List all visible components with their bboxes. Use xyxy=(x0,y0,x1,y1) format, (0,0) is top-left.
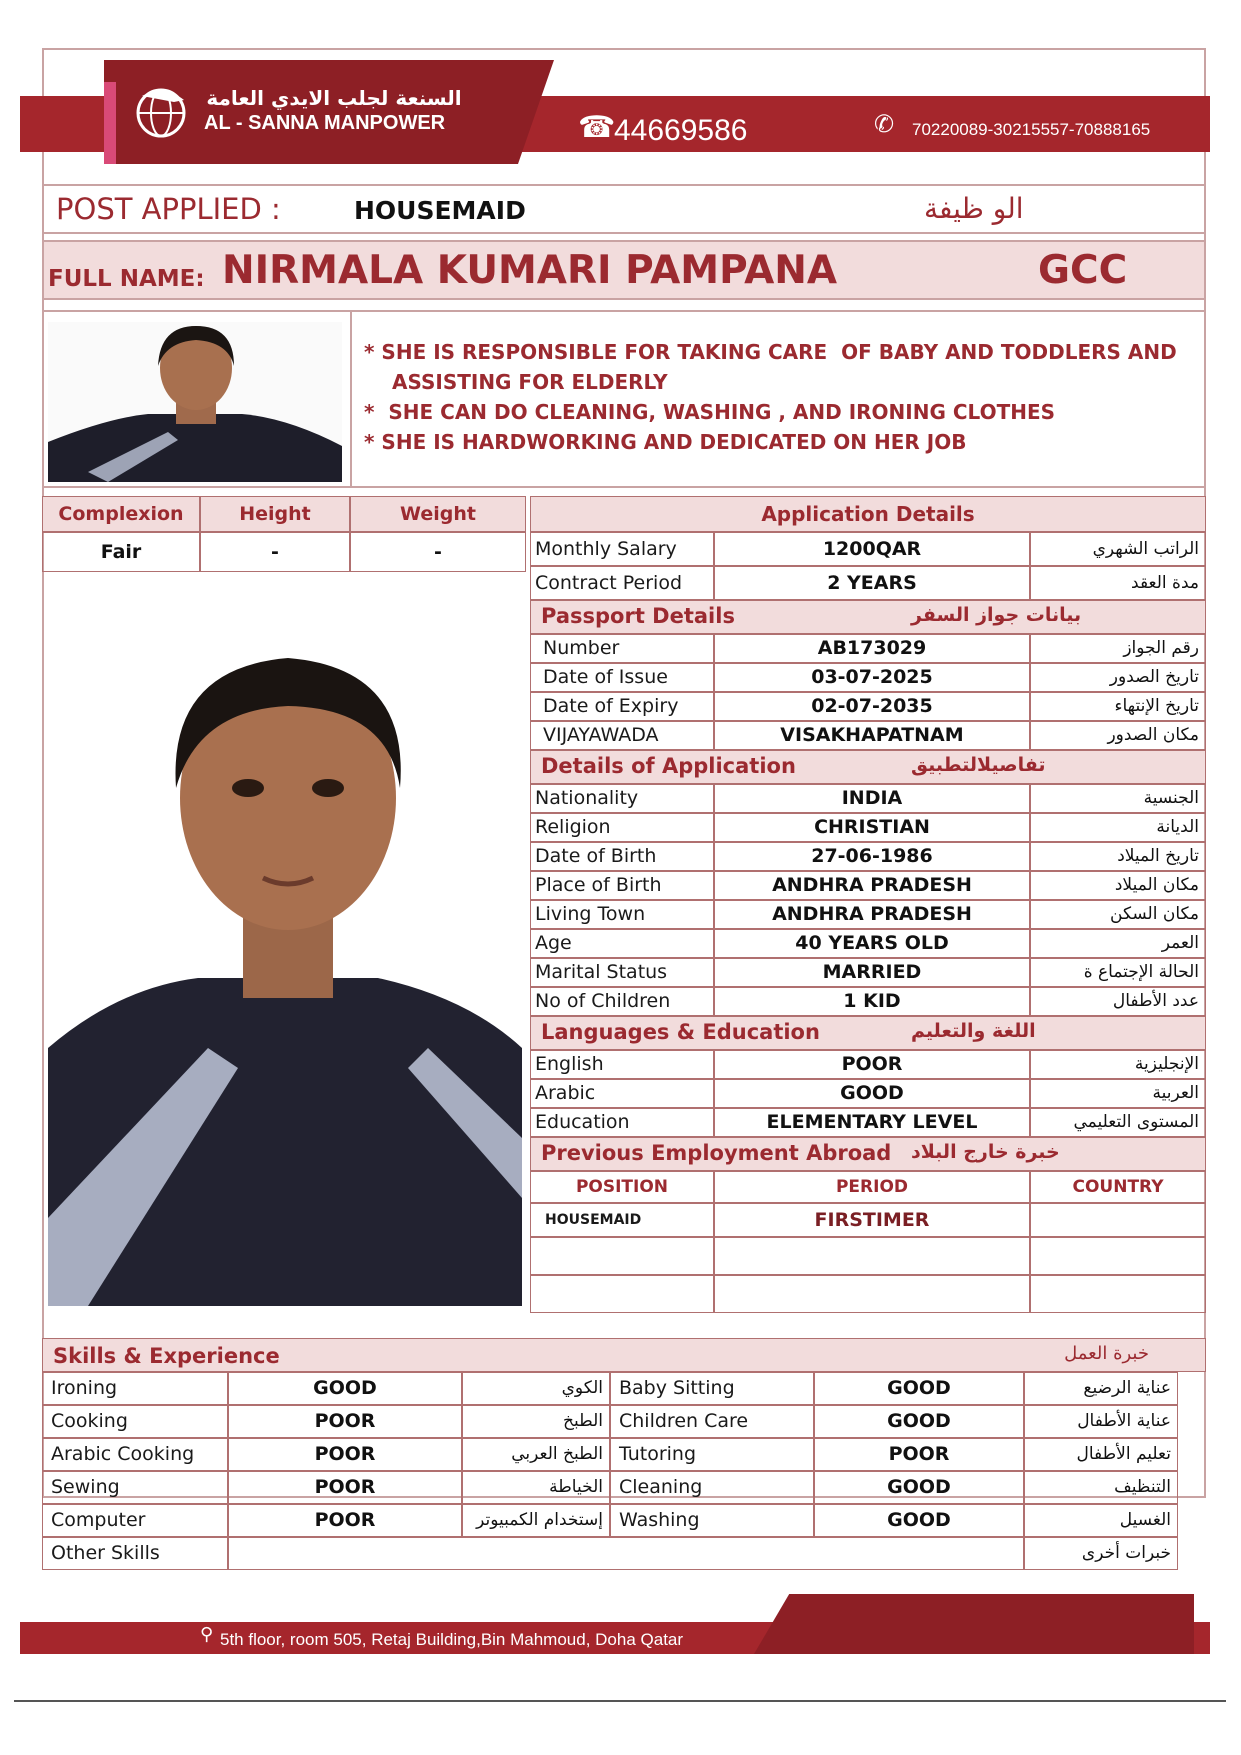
passport-row-0-arabic-cell xyxy=(1030,634,1206,663)
details-row-5-arabic-cell xyxy=(1030,929,1206,958)
passport-row-2-value-cell xyxy=(714,692,1030,721)
details-row-6-value: MARRIED xyxy=(822,961,922,983)
skill-text-1-4: GOOD xyxy=(887,1410,951,1432)
details-row-0-value: INDIA xyxy=(841,787,903,809)
app-row-0-label: Monthly Salary xyxy=(535,538,677,560)
details-row-7-value-cell xyxy=(714,987,1030,1016)
employment-row-1-country xyxy=(1030,1237,1206,1275)
languages-row-1-label-cell xyxy=(530,1079,714,1108)
skill-text-0-5: عناية الرضيع xyxy=(1083,1378,1171,1398)
passport-row-1-value-cell xyxy=(714,663,1030,692)
languages-row-1-value-cell xyxy=(714,1079,1030,1108)
passport-row-0-label-cell xyxy=(530,634,714,663)
skill-text-4-2: إستخدام الكمبيوتر xyxy=(476,1510,603,1530)
location-icon: ⚲ xyxy=(200,1624,214,1645)
phone-number: 44669586 xyxy=(614,114,748,147)
summary-line-1: * SHE IS RESPONSIBLE FOR TAKING CARE OF BABY AND TODDLERS AND xyxy=(364,340,1177,364)
complexion-header: Complexion xyxy=(42,496,200,532)
skill-cell-2-0 xyxy=(42,1438,228,1471)
passport-section-title: Passport Details xyxy=(541,604,735,628)
details-row-1-arabic: الديانة xyxy=(1156,817,1199,837)
details-row-6-label-cell xyxy=(530,958,714,987)
details-row-6-arabic: الحالة الإجتماع ة xyxy=(1083,962,1199,982)
languages-row-2-arabic: المستوى التعليمي xyxy=(1073,1112,1199,1132)
weight-value: - xyxy=(350,532,526,572)
languages-row-1-label: Arabic xyxy=(535,1082,596,1104)
details-row-1-arabic-cell xyxy=(1030,813,1206,842)
summary-line-3: * SHE CAN DO CLEANING, WASHING , AND IRONING CLOTHES xyxy=(364,400,1056,424)
details-section-title: Details of Application xyxy=(541,754,796,778)
app-row-1-label-cell xyxy=(530,566,714,600)
details-row-2-arabic-cell xyxy=(1030,842,1206,871)
languages-row-0-value-cell xyxy=(714,1050,1030,1079)
full-name-value: NIRMALA KUMARI PAMPANA xyxy=(222,248,838,293)
details-section-title-arabic: تفاصيلالتطبيق xyxy=(911,754,1046,776)
app-row-1-arabic: مدة العقد xyxy=(1131,573,1199,593)
languages-row-2-value-cell xyxy=(714,1108,1030,1137)
details-row-7-arabic-cell xyxy=(1030,987,1206,1016)
other-skills-value-cell xyxy=(228,1537,1024,1570)
skill-text-2-3: Tutoring xyxy=(619,1443,697,1465)
skill-cell-2-3 xyxy=(610,1438,814,1471)
bottom-rule xyxy=(14,1700,1226,1702)
languages-row-1-value: GOOD xyxy=(840,1082,904,1104)
app-row-0-arabic: الراتب الشهري xyxy=(1092,539,1199,559)
employment-row-2-country xyxy=(1030,1275,1206,1313)
details-row-2-label-cell xyxy=(530,842,714,871)
app-row-0-value: 1200QAR xyxy=(822,538,922,560)
employment-row-0-position xyxy=(530,1203,714,1237)
skill-cell-3-5 xyxy=(1024,1471,1178,1504)
languages-section-title-arabic: اللغة والتعليم xyxy=(911,1020,1036,1042)
details-row-5-arabic: العمر xyxy=(1161,933,1199,953)
skill-text-4-1: POOR xyxy=(314,1509,376,1531)
skill-text-1-1: POOR xyxy=(314,1410,376,1432)
details-row-3-value-cell xyxy=(714,871,1030,900)
skill-text-2-1: POOR xyxy=(314,1443,376,1465)
languages-row-1-arabic-cell xyxy=(1030,1079,1206,1108)
skill-text-4-5: الغسيل xyxy=(1119,1510,1171,1530)
languages-row-0-arabic-cell xyxy=(1030,1050,1206,1079)
app-row-1-value: 2 YEARS xyxy=(827,572,917,594)
skill-cell-4-1 xyxy=(228,1504,462,1537)
skill-cell-1-1 xyxy=(228,1405,462,1438)
passport-row-2-arabic: تاريخ الإنتهاء xyxy=(1114,696,1199,716)
employment-section xyxy=(530,1137,1206,1171)
details-row-4-label-cell xyxy=(530,900,714,929)
skill-cell-2-2 xyxy=(462,1438,610,1471)
passport-row-3-value-cell xyxy=(714,721,1030,750)
skill-cell-3-2 xyxy=(462,1471,610,1504)
skill-text-3-0: Sewing xyxy=(51,1476,120,1498)
skill-text-0-4: GOOD xyxy=(887,1377,951,1399)
details-row-0-label: Nationality xyxy=(535,787,639,809)
passport-row-1-value: 03-07-2025 xyxy=(811,666,933,688)
passport-row-0-arabic: رقم الجواز xyxy=(1123,638,1199,658)
languages-row-0-label: English xyxy=(535,1053,604,1075)
details-row-0-value-cell xyxy=(714,784,1030,813)
summary-divider xyxy=(350,310,352,488)
skill-text-0-3: Baby Sitting xyxy=(619,1377,735,1399)
passport-row-0-value: AB173029 xyxy=(817,637,927,659)
skill-text-1-5: عناية الأطفال xyxy=(1077,1411,1171,1431)
languages-row-2-label: Education xyxy=(535,1111,630,1133)
passport-row-3-value: VISAKHAPATNAM xyxy=(780,724,964,746)
skills-title-arabic: خبرة العمل xyxy=(1064,1343,1149,1364)
details-row-1-label: Religion xyxy=(535,816,611,838)
skill-text-1-2: الطبخ xyxy=(563,1411,603,1431)
skill-text-0-0: Ironing xyxy=(51,1377,118,1399)
skill-cell-3-3 xyxy=(610,1471,814,1504)
post-applied-label-arabic: الو ظيفة xyxy=(924,192,1024,225)
details-row-4-arabic: مكان السكن xyxy=(1110,904,1199,924)
employment-row-2-period xyxy=(714,1275,1030,1313)
details-row-6-label: Marital Status xyxy=(535,961,668,983)
skills-title-row xyxy=(42,1338,1206,1372)
footer-dark-block xyxy=(754,1594,1194,1654)
passport-row-1-arabic-cell xyxy=(1030,663,1206,692)
passport-row-1-label-cell xyxy=(530,663,714,692)
skill-cell-0-5 xyxy=(1024,1372,1178,1405)
height-value: - xyxy=(200,532,350,572)
post-applied-value: HOUSEMAID xyxy=(354,196,526,225)
details-row-3-label: Place of Birth xyxy=(535,874,662,896)
skill-cell-4-3 xyxy=(610,1504,814,1537)
details-row-4-arabic-cell xyxy=(1030,900,1206,929)
details-row-2-value: 27-06-1986 xyxy=(811,845,933,867)
app-row-1-label: Contract Period xyxy=(535,572,683,594)
region-label: GCC xyxy=(1038,248,1128,293)
passport-row-3-arabic: مكان الصدور xyxy=(1107,725,1199,745)
skill-cell-2-1 xyxy=(228,1438,462,1471)
details-row-1-value-cell xyxy=(714,813,1030,842)
other-skills-label-cell xyxy=(42,1537,228,1570)
languages-row-2-arabic-cell xyxy=(1030,1108,1206,1137)
full-name-label: FULL NAME: xyxy=(48,266,205,292)
skill-cell-0-2 xyxy=(462,1372,610,1405)
details-row-2-value-cell xyxy=(714,842,1030,871)
details-row-0-label-cell xyxy=(530,784,714,813)
details-row-7-label: No of Children xyxy=(535,990,671,1012)
skill-cell-3-1 xyxy=(228,1471,462,1504)
phone-icon: ☎ xyxy=(578,110,616,145)
skill-cell-1-0 xyxy=(42,1405,228,1438)
skill-text-1-0: Cooking xyxy=(51,1410,128,1432)
employment-header-text-0: POSITION xyxy=(575,1177,669,1197)
mobile-icon: ✆ xyxy=(874,110,895,138)
skills-title: Skills & Experience xyxy=(53,1344,280,1368)
post-applied-row xyxy=(42,184,1206,234)
details-row-0-arabic: الجنسية xyxy=(1143,788,1199,808)
employment-section-title-arabic: خبرة خارج البلاد xyxy=(911,1141,1060,1163)
complexion-value: Fair xyxy=(42,532,200,572)
details-row-5-value-cell xyxy=(714,929,1030,958)
company-name-arabic: السنعة لجلب الايدي العامة xyxy=(206,86,462,110)
passport-row-2-value: 02-07-2035 xyxy=(811,695,933,717)
details-section xyxy=(530,750,1206,784)
skill-cell-2-5 xyxy=(1024,1438,1178,1471)
summary-line-4: * SHE IS HARDWORKING AND DEDICATED ON HER JOB xyxy=(364,430,967,454)
summary-line-2: ASSISTING FOR ELDERLY xyxy=(392,370,668,394)
skill-text-4-3: Washing xyxy=(619,1509,700,1531)
employment-header-text-2: COUNTRY xyxy=(1072,1177,1164,1197)
languages-section xyxy=(530,1016,1206,1050)
other-skills-arabic: خبرات أخرى xyxy=(1081,1543,1171,1563)
passport-row-3-label: VIJAYAWADA xyxy=(543,724,659,746)
large-photo xyxy=(48,578,522,1306)
details-row-4-value: ANDHRA PRADESH xyxy=(772,903,972,925)
skill-text-2-0: Arabic Cooking xyxy=(51,1443,195,1465)
languages-row-2-label-cell xyxy=(530,1108,714,1137)
footer-address: 5th floor, room 505, Retaj Building,Bin Mahmoud, Doha Qatar xyxy=(220,1630,684,1649)
skill-cell-3-4 xyxy=(814,1471,1024,1504)
skill-text-2-4: POOR xyxy=(888,1443,950,1465)
skill-text-2-2: الطبخ العربي xyxy=(511,1444,603,1464)
passport-row-0-label: Number xyxy=(543,637,620,659)
weight-header: Weight xyxy=(350,496,526,532)
skill-text-3-5: التنظيف xyxy=(1114,1477,1171,1497)
passport-row-2-arabic-cell xyxy=(1030,692,1206,721)
details-row-7-label-cell xyxy=(530,987,714,1016)
languages-section-title: Languages & Education xyxy=(541,1020,820,1044)
other-skills-arabic-cell xyxy=(1024,1537,1178,1570)
skill-cell-3-0 xyxy=(42,1471,228,1504)
small-photo xyxy=(48,322,342,482)
passport-section-title-arabic: بيانات جواز السفر xyxy=(911,604,1082,626)
skill-text-3-2: الخياطة xyxy=(549,1477,603,1497)
employment-row-0-period xyxy=(714,1203,1030,1237)
post-applied-label: POST APPLIED : xyxy=(56,192,281,226)
skill-text-3-1: POOR xyxy=(314,1476,376,1498)
details-row-3-label-cell xyxy=(530,871,714,900)
passport-section xyxy=(530,600,1206,634)
details-row-1-value: CHRISTIAN xyxy=(814,816,930,838)
skill-cell-0-0 xyxy=(42,1372,228,1405)
skill-text-0-2: الكوي xyxy=(561,1378,603,1398)
application-details-title: Application Details xyxy=(530,496,1206,532)
employment-header-1 xyxy=(714,1171,1030,1203)
app-row-1-value-cell xyxy=(714,566,1030,600)
other-skills-label: Other Skills xyxy=(51,1542,160,1564)
languages-row-2-value: ELEMENTARY LEVEL xyxy=(766,1111,978,1133)
skill-text-1-3: Children Care xyxy=(619,1410,749,1432)
employment-row-0-position-text: HOUSEMAID xyxy=(545,1212,642,1228)
header-accent-bar xyxy=(104,82,116,164)
passport-row-0-value-cell xyxy=(714,634,1030,663)
details-row-5-label: Age xyxy=(535,932,572,954)
languages-row-0-label-cell xyxy=(530,1050,714,1079)
skill-cell-4-2 xyxy=(462,1504,610,1537)
details-row-6-value-cell xyxy=(714,958,1030,987)
skill-cell-4-4 xyxy=(814,1504,1024,1537)
skill-cell-0-4 xyxy=(814,1372,1024,1405)
employment-header-0 xyxy=(530,1171,714,1203)
skill-cell-1-4 xyxy=(814,1405,1024,1438)
details-row-4-value-cell xyxy=(714,900,1030,929)
app-row-0-label-cell xyxy=(530,532,714,566)
details-row-5-value: 40 YEARS OLD xyxy=(795,932,949,954)
company-name: AL - SANNA MANPOWER xyxy=(204,112,446,134)
languages-row-0-arabic: الإنجليزية xyxy=(1134,1054,1199,1074)
passport-row-1-arabic: تاريخ الصدور xyxy=(1109,667,1199,687)
height-header: Height xyxy=(200,496,350,532)
skill-cell-4-0 xyxy=(42,1504,228,1537)
details-row-2-arabic: تاريخ الميلاد xyxy=(1117,846,1199,866)
company-logo-icon xyxy=(134,86,188,140)
full-name-row xyxy=(42,240,1206,300)
details-row-3-arabic: مكان الميلاد xyxy=(1114,875,1199,895)
skill-cell-4-5 xyxy=(1024,1504,1178,1537)
skill-text-4-0: Computer xyxy=(51,1509,146,1531)
skill-cell-2-4 xyxy=(814,1438,1024,1471)
employment-row-2-position xyxy=(530,1275,714,1313)
employment-row-1-period xyxy=(714,1237,1030,1275)
app-row-0-value-cell xyxy=(714,532,1030,566)
skill-cell-0-1 xyxy=(228,1372,462,1405)
employment-row-1-position xyxy=(530,1237,714,1275)
details-row-4-label: Living Town xyxy=(535,903,646,925)
details-row-5-label-cell xyxy=(530,929,714,958)
employment-section-title: Previous Employment Abroad xyxy=(541,1141,892,1165)
details-row-7-arabic: عدد الأطفال xyxy=(1112,991,1199,1011)
skill-text-0-1: GOOD xyxy=(313,1377,377,1399)
skill-text-3-4: GOOD xyxy=(887,1476,951,1498)
skill-text-4-4: GOOD xyxy=(887,1509,951,1531)
skill-cell-0-3 xyxy=(610,1372,814,1405)
skill-cell-1-3 xyxy=(610,1405,814,1438)
skill-text-2-5: تعليم الأطفال xyxy=(1076,1444,1171,1464)
details-row-0-arabic-cell xyxy=(1030,784,1206,813)
passport-row-3-label-cell xyxy=(530,721,714,750)
skill-cell-1-5 xyxy=(1024,1405,1178,1438)
details-row-6-arabic-cell xyxy=(1030,958,1206,987)
skill-text-3-3: Cleaning xyxy=(619,1476,703,1498)
languages-row-0-value: POOR xyxy=(841,1053,903,1075)
passport-row-3-arabic-cell xyxy=(1030,721,1206,750)
employment-header-text-1: PERIOD xyxy=(835,1177,909,1197)
skill-cell-1-2 xyxy=(462,1405,610,1438)
mobile-numbers: 70220089-30215557-70888165 xyxy=(912,120,1151,139)
languages-row-1-arabic: العربية xyxy=(1152,1083,1199,1103)
app-row-0-arabic-cell xyxy=(1030,532,1206,566)
passport-row-1-label: Date of Issue xyxy=(543,666,668,688)
details-row-7-value: 1 KID xyxy=(843,990,901,1012)
details-row-3-arabic-cell xyxy=(1030,871,1206,900)
app-row-1-arabic-cell xyxy=(1030,566,1206,600)
employment-row-0-period-text: FIRSTIMER xyxy=(814,1209,930,1231)
passport-row-2-label: Date of Expiry xyxy=(543,695,679,717)
passport-row-2-label-cell xyxy=(530,692,714,721)
details-row-3-value: ANDHRA PRADESH xyxy=(772,874,972,896)
details-row-1-label-cell xyxy=(530,813,714,842)
details-row-2-label: Date of Birth xyxy=(535,845,657,867)
employment-row-0-country xyxy=(1030,1203,1206,1237)
employment-header-2 xyxy=(1030,1171,1206,1203)
